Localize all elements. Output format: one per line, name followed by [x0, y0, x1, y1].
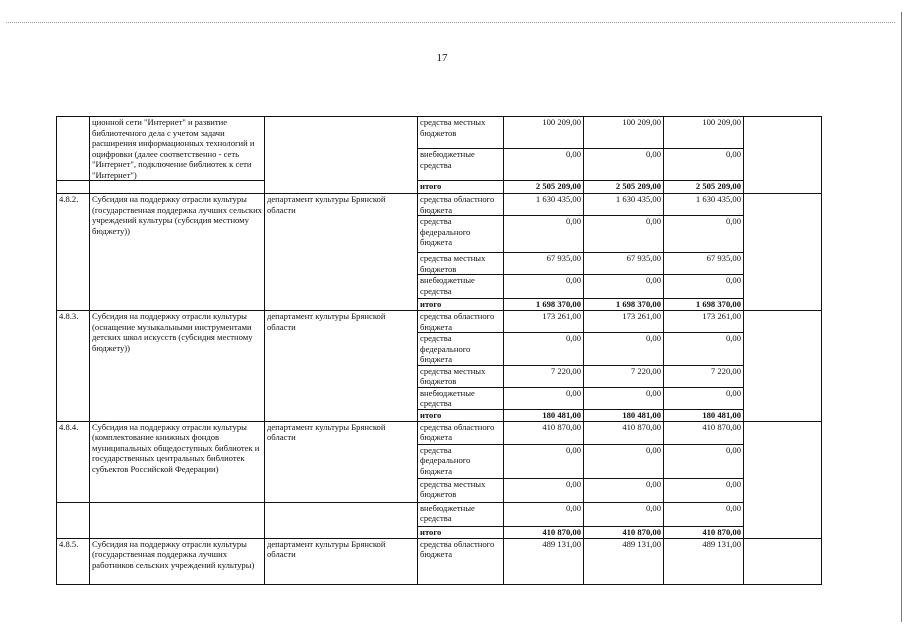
funding-source-cell: средства местных бюджетов [418, 117, 504, 149]
funding-source-cell: средства федерального бюджета [418, 333, 504, 366]
value-cell-3: 67 935,00 [664, 253, 744, 275]
table-row-total [57, 181, 822, 194]
item-executor-cell: департамент культуры Брянской области [265, 421, 418, 502]
funding-source-cell: итого [418, 526, 504, 538]
value-cell-2: 410 870,00 [584, 421, 664, 444]
funding-source-cell: средства областного бюджета [418, 421, 504, 444]
empty-cell [744, 421, 822, 538]
funding-source-cell: внебюджетные средства [418, 275, 504, 299]
value-cell-2: 410 870,00 [584, 526, 664, 538]
table-row [57, 502, 822, 526]
page-edge-line [901, 12, 902, 622]
item-name-cell [90, 502, 265, 538]
page-number: 17 [436, 52, 448, 64]
value-cell-3: 0,00 [664, 149, 744, 181]
item-code-cell [57, 117, 90, 181]
value-cell-3: 180 481,00 [664, 409, 744, 421]
value-cell-1: 0,00 [504, 502, 584, 526]
item-name-cell [90, 181, 265, 194]
value-cell-2: 0,00 [584, 216, 664, 253]
empty-cell [744, 117, 822, 194]
item-name-cell: Субсидия на поддержку отрасли культуры (государственная поддержка лучших работников сельских учреждений культуры) [90, 538, 265, 584]
item-executor-cell [265, 502, 418, 538]
value-cell-2: 1 630 435,00 [584, 194, 664, 216]
item-executor-cell: департамент культуры Брянской области [265, 194, 418, 311]
funding-source-cell: внебюджетные средства [418, 387, 504, 409]
item-code-cell: 4.8.3. [57, 311, 90, 422]
value-cell-1: 0,00 [504, 333, 584, 366]
value-cell-1: 2 505 209,00 [504, 181, 584, 194]
table-row [57, 117, 822, 149]
value-cell-3: 489 131,00 [664, 538, 744, 584]
budget-table [56, 116, 822, 585]
empty-cell [744, 194, 822, 311]
value-cell-3: 173 261,00 [664, 311, 744, 333]
value-cell-1: 410 870,00 [504, 526, 584, 538]
item-name-cell: Субсидия на поддержку отрасли культуры (оснащение музыкальными инструментами детских школ искусств (субсидия местному бюджету)) [90, 311, 265, 422]
value-cell-1: 0,00 [504, 216, 584, 253]
funding-source-cell: средства федерального бюджета [418, 216, 504, 253]
funding-source-cell: средства местных бюджетов [418, 253, 504, 275]
value-cell-3: 0,00 [664, 387, 744, 409]
value-cell-3: 0,00 [664, 275, 744, 299]
funding-source-cell: внебюджетные средства [418, 149, 504, 181]
value-cell-2: 1 698 370,00 [584, 299, 664, 311]
funding-source-cell: итого [418, 181, 504, 194]
funding-source-cell: средства местных бюджетов [418, 365, 504, 387]
funding-source-cell: средства областного бюджета [418, 538, 504, 584]
funding-source-cell: средства местных бюджетов [418, 478, 504, 502]
value-cell-3: 0,00 [664, 444, 744, 478]
value-cell-1: 7 220,00 [504, 365, 584, 387]
empty-cell [744, 538, 822, 584]
value-cell-3: 410 870,00 [664, 421, 744, 444]
value-cell-2: 180 481,00 [584, 409, 664, 421]
value-cell-3: 0,00 [664, 478, 744, 502]
value-cell-2: 0,00 [584, 387, 664, 409]
funding-source-cell: средства федерального бюджета [418, 444, 504, 478]
value-cell-2: 0,00 [584, 478, 664, 502]
funding-source-cell: средства областного бюджета [418, 311, 504, 333]
table-row [57, 311, 822, 333]
funding-source-cell: средства областного бюджета [418, 194, 504, 216]
item-code-cell: 4.8.5. [57, 538, 90, 584]
item-code-cell [57, 502, 90, 538]
table-row [57, 421, 822, 444]
table-row [57, 538, 822, 584]
value-cell-2: 100 209,00 [584, 117, 664, 149]
item-code-cell [57, 181, 90, 194]
value-cell-1: 0,00 [504, 149, 584, 181]
value-cell-2: 173 261,00 [584, 311, 664, 333]
value-cell-3: 1 630 435,00 [664, 194, 744, 216]
value-cell-1: 0,00 [504, 387, 584, 409]
value-cell-1: 1 630 435,00 [504, 194, 584, 216]
value-cell-1: 180 481,00 [504, 409, 584, 421]
item-executor-cell: департамент культуры Брянской области [265, 538, 418, 584]
value-cell-1: 0,00 [504, 478, 584, 502]
value-cell-3: 0,00 [664, 333, 744, 366]
value-cell-1: 410 870,00 [504, 421, 584, 444]
table-row [57, 194, 822, 216]
item-name-cell: Субсидия на поддержку отрасли культуры (комплектование книжных фондов муниципальных общедоступных библиотек и государственных центральных библиотек субъектов Российской Федерации) [90, 421, 265, 502]
value-cell-2: 2 505 209,00 [584, 181, 664, 194]
funding-source-cell: внебюджетные средства [418, 502, 504, 526]
value-cell-1: 1 698 370,00 [504, 299, 584, 311]
funding-source-cell: итого [418, 299, 504, 311]
value-cell-1: 67 935,00 [504, 253, 584, 275]
funding-source-cell: итого [418, 409, 504, 421]
item-executor-cell [265, 117, 418, 194]
value-cell-2: 0,00 [584, 149, 664, 181]
value-cell-3: 100 209,00 [664, 117, 744, 149]
empty-cell [744, 311, 822, 422]
value-cell-2: 7 220,00 [584, 365, 664, 387]
value-cell-1: 489 131,00 [504, 538, 584, 584]
value-cell-2: 0,00 [584, 444, 664, 478]
item-name-cell: Субсидия на поддержку отрасли культуры (государственная поддержка лучших сельских учреждений культуры (субсидия местному бюджету)) [90, 194, 265, 311]
value-cell-3: 0,00 [664, 216, 744, 253]
value-cell-2: 0,00 [584, 275, 664, 299]
top-dotted-rule [6, 22, 895, 23]
item-code-cell: 4.8.2. [57, 194, 90, 311]
value-cell-1: 100 209,00 [504, 117, 584, 149]
value-cell-1: 0,00 [504, 444, 584, 478]
value-cell-3: 410 870,00 [664, 526, 744, 538]
item-name-cell: ционной сети "Интернет" и развитие библиотечного дела с учетом задачи расширения информационных технологий и оцифровки (далее соответственно - сеть "Интернет", подключение библиотек к сети "Интернет") [90, 117, 265, 181]
value-cell-2: 0,00 [584, 333, 664, 366]
value-cell-3: 1 698 370,00 [664, 299, 744, 311]
value-cell-2: 67 935,00 [584, 253, 664, 275]
value-cell-3: 7 220,00 [664, 365, 744, 387]
value-cell-2: 489 131,00 [584, 538, 664, 584]
item-code-cell: 4.8.4. [57, 421, 90, 502]
value-cell-2: 0,00 [584, 502, 664, 526]
value-cell-3: 2 505 209,00 [664, 181, 744, 194]
value-cell-3: 0,00 [664, 502, 744, 526]
value-cell-1: 173 261,00 [504, 311, 584, 333]
item-executor-cell: департамент культуры Брянской области [265, 311, 418, 422]
value-cell-1: 0,00 [504, 275, 584, 299]
